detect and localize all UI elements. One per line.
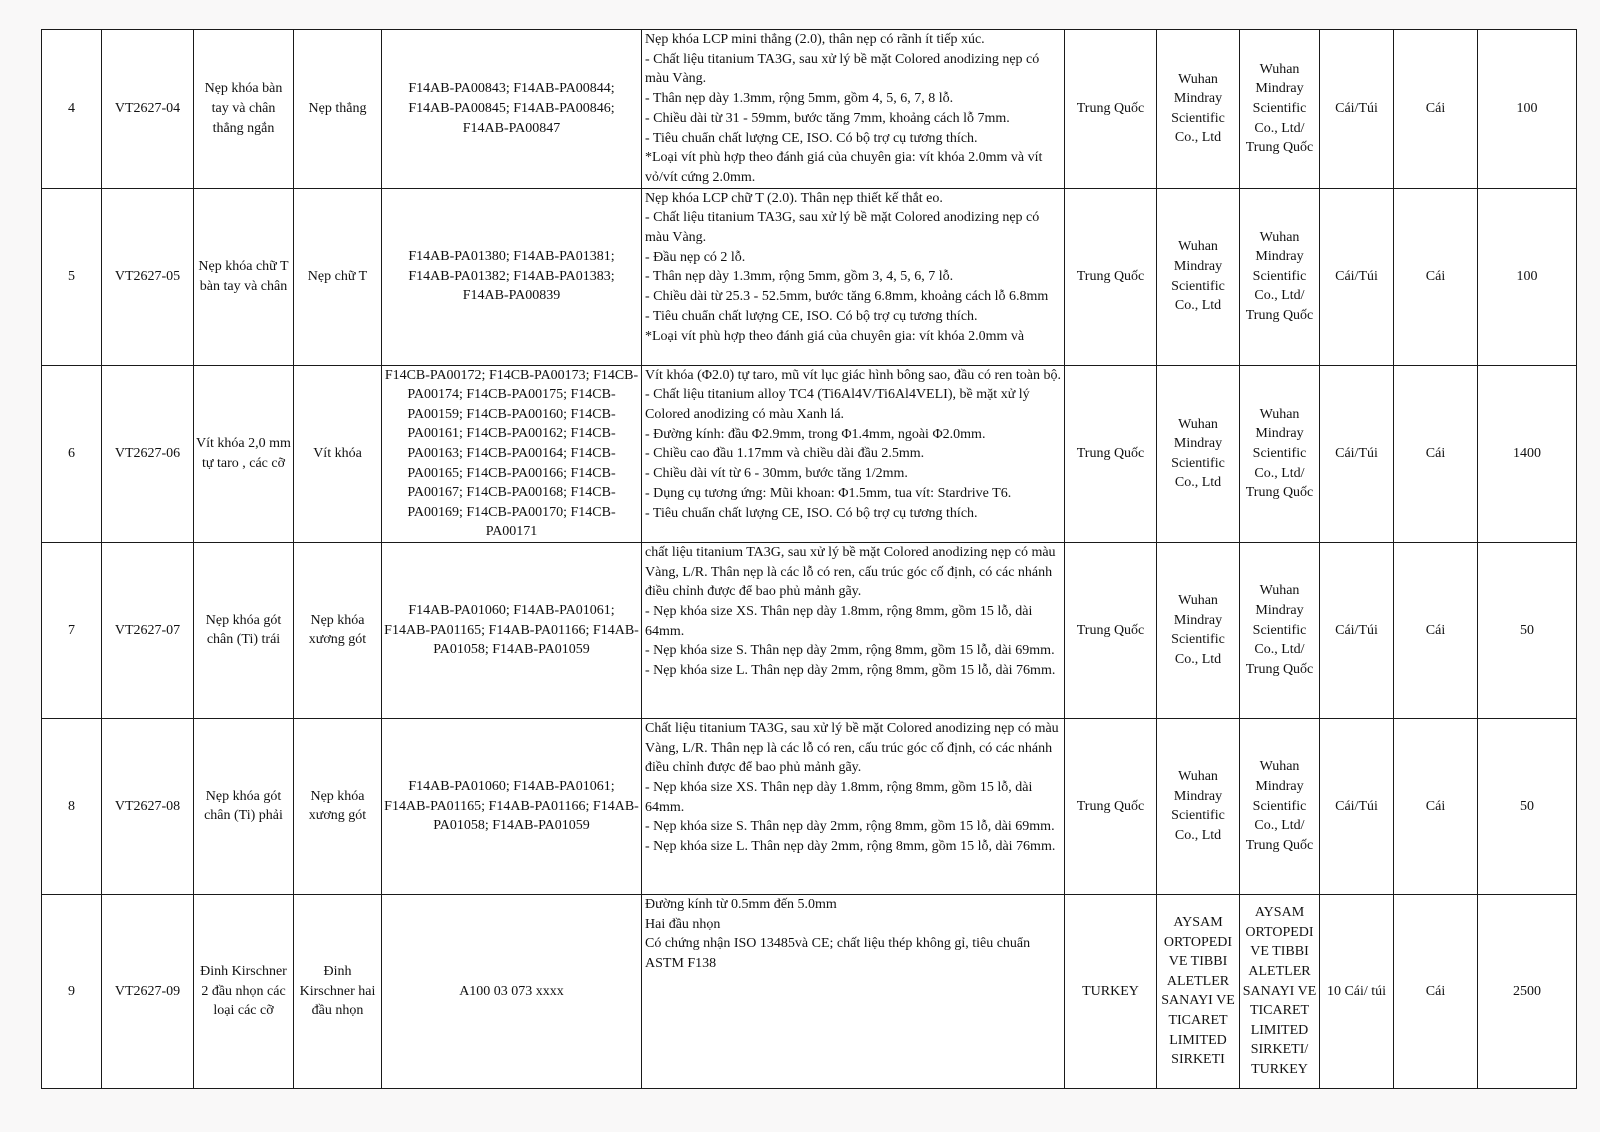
description-block — [645, 366, 1062, 542]
description-line: - Tiêu chuẩn chất lượng CE, ISO. Có bộ trợ cụ tương thích. — [645, 130, 978, 146]
description-line: *Loại vít phù hợp theo đánh giá của chuyên gia: vít khóa 2.0mm và — [645, 328, 1025, 344]
cell-owner — [1240, 718, 1320, 894]
cell-text: Wuhan Mindray Scientific Co., Ltd — [1171, 239, 1225, 314]
cell-description — [642, 30, 1065, 189]
cell-text: 100 — [1516, 268, 1538, 284]
cell-text: Wuhan Mindray Scientific Co., Ltd/ Trung Quốc — [1245, 583, 1314, 677]
description-line: *Loại vít phù hợp theo đánh giá của chuyên gia: vít khóa 2.0mm và vít vỏ/vít cứng 2.0mm. — [645, 150, 1043, 185]
cell-text: Trung Quốc — [1076, 268, 1145, 284]
cell-type — [294, 30, 382, 189]
cell-packing — [1320, 188, 1394, 365]
cell-text: Cái/Túi — [1335, 268, 1378, 284]
cell-stt — [42, 894, 102, 1088]
cell-text: 2500 — [1513, 983, 1541, 999]
cell-text: Nẹp khóa chữ T bàn tay và chân — [198, 259, 289, 294]
description-line: - Nẹp khóa size S. Thân nẹp dày 2mm, rộng 8mm, gồm 15 lỗ, dài 69mm. — [645, 643, 1055, 659]
cell-models — [382, 894, 642, 1088]
description-line: - Dụng cụ tương ứng: Mũi khoan: Φ1.5mm, tua vít: Stardrive T6. — [645, 485, 1012, 501]
cell-text: A100 03 073 xxxx — [459, 983, 564, 999]
description-line: - Thân nẹp dày 1.3mm, rộng 5mm, gồm 3, 4, 5, 6, 7 lỗ. — [645, 269, 954, 285]
cell-origin — [1065, 30, 1157, 189]
cell-text: VT2627-07 — [114, 622, 181, 638]
cell-origin — [1065, 894, 1157, 1088]
cell-text: Wuhan Mindray Scientific Co., Ltd — [1171, 769, 1225, 844]
description-line: - Tiêu chuẩn chất lượng CE, ISO. Có bộ trợ cụ tương thích. — [645, 308, 978, 324]
cell-text: TURKEY — [1082, 983, 1139, 999]
description-line: - Chiều dài vít từ 6 - 30mm, bước tăng 1/2mm. — [645, 466, 908, 482]
cell-type — [294, 542, 382, 718]
cell-text: 7 — [68, 622, 75, 638]
cell-unit — [1394, 894, 1478, 1088]
cell-description — [642, 718, 1065, 894]
cell-text: Nẹp khóa gót chân (Ti) trái — [205, 612, 282, 648]
cell-text: Cái — [1425, 268, 1446, 284]
description-line: - Nẹp khóa size L. Thân nẹp dày 2mm, rộng 8mm, gồm 15 lỗ, dài 76mm. — [645, 839, 1056, 855]
cell-text: Trung Quốc — [1076, 101, 1145, 117]
cell-text: VT2627-05 — [114, 268, 181, 284]
cell-manufacturer — [1157, 188, 1240, 365]
cell-manufacturer — [1157, 30, 1240, 189]
cell-text: Trung Quốc — [1076, 622, 1145, 638]
cell-text: F14CB-PA00172; F14CB-PA00173; F14CB-PA00174; F14CB-PA00175; F14CB-PA00159; F14CB-PA00160; F14CB-PA00161; F14CB-PA00162; F14CB-PA00163; F14CB-PA00164; F14CB-PA00165; F14CB-PA00166; F14CB-PA00167; F14CB-PA00168; F14CB-PA00169; F14CB-PA00170; F14CB-PA00171 — [384, 367, 639, 540]
cell-text: VT2627-09 — [114, 983, 181, 999]
cell-origin — [1065, 188, 1157, 365]
cell-text: 100 — [1516, 101, 1538, 117]
cell-manufacturer — [1157, 542, 1240, 718]
cell-text: Cái — [1425, 446, 1446, 461]
description-line: - Chiều dài từ 31 - 59mm, bước tăng 7mm, khoảng cách lỗ 7mm. — [645, 110, 1010, 126]
cell-packing — [1320, 365, 1394, 542]
table-row — [42, 188, 1577, 365]
cell-name — [194, 894, 294, 1088]
cell-code — [102, 30, 194, 189]
cell-text: Wuhan Mindray Scientific Co., Ltd/ Trung Quốc — [1245, 406, 1314, 501]
cell-text: Cái — [1425, 622, 1446, 638]
cell-owner — [1240, 188, 1320, 365]
cell-models — [382, 30, 642, 189]
cell-text: Cái/Túi — [1335, 446, 1378, 461]
cell-text: Vít khóa — [313, 446, 362, 461]
cell-text: Nẹp khóa xương gót — [308, 788, 367, 824]
cell-text: 9 — [68, 983, 75, 999]
cell-text: Đinh Kirschner hai đầu nhọn — [299, 964, 376, 1019]
description-line: - Nẹp khóa size L. Thân nẹp dày 2mm, rộng 8mm, gồm 15 lỗ, dài 76mm. — [645, 663, 1056, 679]
cell-text: VT2627-04 — [114, 101, 181, 117]
cell-packing — [1320, 30, 1394, 189]
cell-manufacturer — [1157, 894, 1240, 1088]
product-table — [41, 29, 1577, 1089]
table-row — [42, 542, 1577, 718]
cell-text: Nẹp khóa gót chân (Ti) phải — [204, 788, 283, 824]
description-line: - Chiều dài từ 25.3 - 52.5mm, bước tăng 6.8mm, khoảng cách lỗ 6.8mm — [645, 289, 1049, 305]
cell-quantity — [1478, 188, 1577, 365]
cell-models — [382, 542, 642, 718]
cell-text: Trung Quốc — [1076, 798, 1145, 814]
cell-code — [102, 542, 194, 718]
description-line: - Nẹp khóa size XS. Thân nẹp dày 1.8mm, rộng 8mm, gồm 15 lỗ, dài 64mm. — [645, 780, 1033, 815]
cell-code — [102, 188, 194, 365]
cell-stt — [42, 30, 102, 189]
description-line: - Nẹp khóa size XS. Thân nẹp dày 1.8mm, rộng 8mm, gồm 15 lỗ, dài 64mm. — [645, 604, 1033, 639]
cell-manufacturer — [1157, 718, 1240, 894]
cell-text: AYSAM ORTOPEDI VE TIBBI ALETLER SANAYI VE TICARET LIMITED SIRKETI/ TURKEY — [1242, 905, 1317, 1078]
cell-stt — [42, 188, 102, 365]
cell-description — [642, 365, 1065, 542]
cell-text: 6 — [68, 446, 75, 461]
cell-stt — [42, 718, 102, 894]
cell-text: Wuhan Mindray Scientific Co., Ltd — [1171, 416, 1225, 491]
cell-text: 4 — [68, 101, 75, 117]
description-line: - Đường kính: đầu Φ2.9mm, trong Φ1.4mm, ngoài Φ2.0mm. — [645, 426, 986, 442]
cell-text: 1400 — [1513, 446, 1541, 461]
cell-owner — [1240, 894, 1320, 1088]
cell-text: 10 Cái/ túi — [1326, 983, 1387, 999]
cell-origin — [1065, 542, 1157, 718]
description-block — [645, 719, 1062, 894]
cell-packing — [1320, 894, 1394, 1088]
cell-text: 8 — [68, 798, 75, 814]
cell-description — [642, 894, 1065, 1088]
cell-text: Nẹp khóa xương gót — [308, 612, 367, 648]
description-line: Nẹp khóa LCP chữ T (2.0). Thân nẹp thiết kế thắt eo. — [645, 190, 943, 206]
cell-name — [194, 542, 294, 718]
description-line: - Chất liệu titanium TA3G, sau xử lý bề mặt Colored anodizing nẹp có màu Vàng. — [645, 210, 1040, 246]
cell-text: Nẹp thẳng — [308, 101, 367, 117]
cell-text: Vít khóa 2,0 mm tự taro , các cỡ — [196, 436, 291, 471]
cell-type — [294, 188, 382, 365]
table-body — [42, 30, 1577, 1089]
cell-text: VT2627-06 — [114, 446, 181, 461]
description-line: Hai đầu nhọn — [645, 916, 721, 932]
cell-name — [194, 718, 294, 894]
cell-code — [102, 718, 194, 894]
cell-text: 5 — [68, 268, 75, 284]
cell-text: Trung Quốc — [1076, 446, 1145, 461]
cell-text: VT2627-08 — [114, 798, 181, 814]
description-line: Nẹp khóa LCP mini thẳng (2.0), thân nẹp có rãnh ít tiếp xúc. — [645, 32, 985, 47]
cell-type — [294, 894, 382, 1088]
description-block — [645, 895, 1062, 1088]
cell-models — [382, 188, 642, 365]
cell-text: 50 — [1520, 622, 1534, 638]
cell-quantity — [1478, 365, 1577, 542]
cell-quantity — [1478, 30, 1577, 189]
cell-unit — [1394, 365, 1478, 542]
table-row — [42, 718, 1577, 894]
description-block — [645, 30, 1062, 188]
cell-origin — [1065, 718, 1157, 894]
cell-text: Cái — [1425, 983, 1446, 999]
description-line: - Chiều cao đầu 1.17mm và chiều dài đầu 2.5mm. — [645, 446, 925, 462]
cell-unit — [1394, 718, 1478, 894]
cell-manufacturer — [1157, 365, 1240, 542]
cell-text: AYSAM ORTOPEDI VE TIBBI ALETLER SANAYI VE TICARET LIMITED SIRKETI — [1161, 915, 1235, 1068]
cell-text: Đinh Kirschner 2 đầu nhọn các loại các cỡ — [200, 964, 287, 1019]
cell-origin — [1065, 365, 1157, 542]
description-line: Chất liệu titanium TA3G, sau xử lý bề mặt Colored anodizing nẹp có màu Vàng, L/R. Thân nẹp là các lỗ có ren, cấu trúc góc cố định, có các nhánh điều chỉnh được để bao phủ mảnh gãy. — [645, 720, 1059, 776]
cell-text: Cái/Túi — [1335, 101, 1378, 117]
cell-unit — [1394, 542, 1478, 718]
description-line: - Tiêu chuẩn chất lượng CE, ISO. Có bộ trợ cụ tương thích. — [645, 505, 978, 521]
cell-text: Nẹp chữ T — [307, 268, 368, 284]
cell-unit — [1394, 30, 1478, 189]
table-row — [42, 365, 1577, 542]
description-line: Vít khóa (Φ2.0) tự taro, mũ vít lục giác hình bông sao, đầu có ren toàn bộ. — [645, 367, 1061, 383]
cell-type — [294, 365, 382, 542]
table-row — [42, 30, 1577, 189]
cell-name — [194, 30, 294, 189]
cell-code — [102, 894, 194, 1088]
cell-models — [382, 718, 642, 894]
cell-text: 50 — [1520, 798, 1534, 814]
description-line: - Thân nẹp dày 1.3mm, rộng 5mm, gồm 4, 5, 6, 7, 8 lỗ. — [645, 91, 954, 107]
cell-text: F14AB-PA01380; F14AB-PA01381; F14AB-PA01382; F14AB-PA01383; F14AB-PA00839 — [408, 249, 615, 304]
cell-packing — [1320, 542, 1394, 718]
description-block — [645, 189, 1062, 365]
description-line: Có chứng nhận ISO 13485và CE; chất liệu thép không gỉ, tiêu chuẩn ASTM F138 — [645, 936, 1031, 972]
cell-code — [102, 365, 194, 542]
cell-quantity — [1478, 894, 1577, 1088]
cell-text: Nẹp khóa bàn tay và chân thẳng ngắn — [204, 81, 283, 136]
cell-text: F14AB-PA01060; F14AB-PA01061; F14AB-PA01165; F14AB-PA01166; F14AB-PA01058; F14AB-PA01059 — [384, 779, 639, 834]
cell-text: Wuhan Mindray Scientific Co., Ltd/ Trung Quốc — [1245, 759, 1314, 853]
cell-quantity — [1478, 718, 1577, 894]
cell-text: Cái — [1425, 101, 1446, 117]
description-line: - Nẹp khóa size S. Thân nẹp dày 2mm, rộng 8mm, gồm 15 lỗ, dài 69mm. — [645, 819, 1055, 835]
cell-text: F14AB-PA00843; F14AB-PA00844; F14AB-PA00845; F14AB-PA00846; F14AB-PA00847 — [408, 81, 615, 136]
cell-owner — [1240, 365, 1320, 542]
description-line: - Chất liệu titanium TA3G, sau xử lý bề mặt Colored anodizing nẹp có màu Vàng. — [645, 51, 1040, 87]
description-line: chất liệu titanium TA3G, sau xử lý bề mặt Colored anodizing nẹp có màu Vàng, L/R. Thân nẹp là các lỗ có ren, cấu trúc góc cố định, có các nhánh điều chỉnh được để bao phủ mảnh gãy. — [645, 544, 1056, 600]
cell-type — [294, 718, 382, 894]
cell-text: Wuhan Mindray Scientific Co., Ltd — [1171, 593, 1225, 668]
cell-name — [194, 188, 294, 365]
cell-text: Wuhan Mindray Scientific Co., Ltd/ Trung Quốc — [1245, 229, 1314, 324]
cell-owner — [1240, 30, 1320, 189]
cell-text: Wuhan Mindray Scientific Co., Ltd/ Trung Quốc — [1245, 61, 1314, 156]
cell-text: Cái/Túi — [1335, 798, 1378, 814]
cell-owner — [1240, 542, 1320, 718]
cell-description — [642, 542, 1065, 718]
cell-text: F14AB-PA01060; F14AB-PA01061; F14AB-PA01165; F14AB-PA01166; F14AB-PA01058; F14AB-PA01059 — [384, 603, 639, 658]
cell-unit — [1394, 188, 1478, 365]
cell-quantity — [1478, 542, 1577, 718]
cell-stt — [42, 365, 102, 542]
table-row — [42, 894, 1577, 1088]
cell-text: Wuhan Mindray Scientific Co., Ltd — [1171, 71, 1225, 146]
cell-models — [382, 365, 642, 542]
cell-stt — [42, 542, 102, 718]
description-line: - Chất liệu titanium alloy TC4 (Ti6Al4V/Ti6Al4VELI), bề mặt xử lý Colored anodizing có màu Xanh lá. — [645, 387, 1030, 423]
description-line: Đường kính từ 0.5mm đến 5.0mm — [645, 896, 837, 912]
cell-text: Cái — [1425, 798, 1446, 814]
description-block — [645, 543, 1062, 718]
description-line: - Đầu nẹp có 2 lỗ. — [645, 249, 746, 265]
cell-packing — [1320, 718, 1394, 894]
cell-text: Cái/Túi — [1335, 622, 1378, 638]
cell-name — [194, 365, 294, 542]
cell-description — [642, 188, 1065, 365]
